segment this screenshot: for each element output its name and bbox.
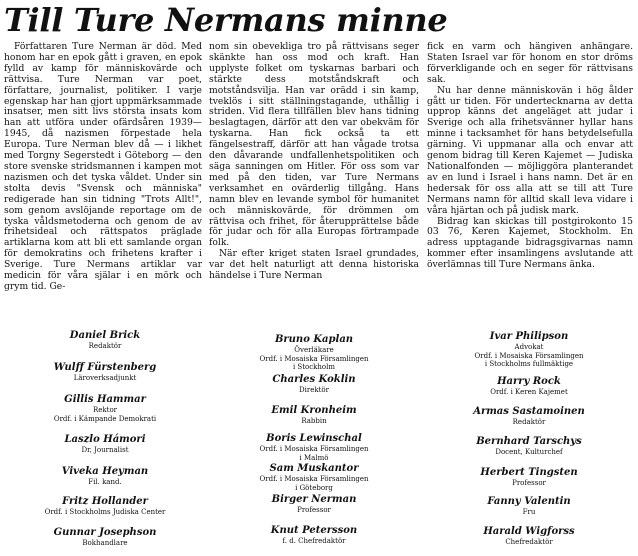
signatory	[0, 434, 210, 455]
signatory-title: Redaktör	[88, 342, 122, 350]
signatory-title: Professor	[297, 506, 331, 514]
signatory-title: Ordf. i Mosaiska Församlingen	[259, 475, 369, 483]
signatory-name: Wulff Fürstenberg	[53, 362, 157, 373]
signatory-title: i Stockholm	[292, 363, 336, 371]
article-column-3	[427, 42, 633, 271]
signatory-title: Ordf. i Mosaiska Församlingen	[474, 351, 584, 360]
article-title: Till Ture Nermans minne	[4, 1, 448, 39]
signatory-title: Bokhandlare	[82, 539, 128, 547]
signatory-name: Gunnar Josephson	[53, 527, 157, 538]
article-column-1	[4, 42, 202, 293]
signatory-name: Armas Sastamoinen	[473, 406, 585, 417]
signatory	[424, 467, 634, 488]
signatory	[209, 405, 419, 426]
signatory-title: Rektor	[92, 406, 118, 414]
signatory-title: Rabbin	[301, 417, 327, 425]
paragraph: nom sin obevekliga tro på rättvisans seger skänkte han oss mod och kraft. Han upplyste folket om tyskarnas barbari och stärkte dess motståndskraft och motståndsvilja. Han var orädd i sin kamp, tveklös i sitt ställningstagande, uthållig i striden. Vid flera tillfällen blev hans tidning beslagtagen, därför att den var obekväm för tyskarna. Han fick också ta ett fängelsestraff, därför att han vågade trotsa den dåvarande undfallenhetspolitiken och säga sanningen om Hitler. För oss som var med på den tiden, var Ture Nermans verksamhet en ovärderlig tillgång. Hans namn blev en levande symbol för humanitet och människovärde, för drömmen om rättvisa och frihet, för återupprättelse både för judar och för alla Europas förtrampade folk.	[209, 41, 419, 249]
signatory	[209, 463, 419, 492]
signatory	[424, 406, 634, 427]
signatory-title: Fru	[522, 508, 536, 516]
signatory-title: Överläkare	[294, 346, 334, 354]
signatory-name: Herbert Tingsten	[480, 467, 578, 478]
signatory-name: Fanny Valentin	[487, 496, 571, 507]
signatory-title: Ordf. i Mosaiska Församlingen	[259, 445, 369, 453]
paragraph: När efter kriget staten Israel grundades, var det helt naturligt att denna historiska händelse i Ture Nerman	[209, 248, 419, 282]
signatory-name: Birger Nerman	[271, 494, 357, 505]
signatory	[209, 525, 419, 546]
signatory-name: Harald Wigforss	[483, 526, 575, 537]
signatory-title: i Göteborg	[295, 483, 333, 492]
signatory-title: f. d. Chefredaktör	[282, 537, 346, 545]
signatory	[0, 394, 210, 423]
signatory-title: Läroverksadjunkt	[73, 374, 137, 382]
signatory	[209, 374, 419, 395]
paragraph: Bidrag kan skickas till postgirokonto 15 03 76, Keren Kajemet, Stockholm. En adress upptagande bidragsgivarnas namn kommer efter insamlingens avslutande att överlämnas till Ture Nermans änka.	[427, 215, 633, 271]
signatory-title: i Stockholms fullmäktige	[484, 360, 574, 368]
signatory-title: Redaktör	[512, 418, 546, 426]
signatory-name: Bernhard Tarschys	[476, 436, 582, 447]
signatory-name: Fritz Hollander	[62, 496, 148, 507]
signatory-name: Laszlo Hámori	[64, 434, 146, 445]
signatory	[0, 466, 210, 487]
signatory	[0, 496, 210, 517]
signatory-title: Direktör	[299, 386, 329, 394]
signatory-name: Daniel Brick	[69, 330, 141, 341]
signatory-name: Viveka Heyman	[61, 466, 149, 477]
signatory-title: Fil. kand.	[88, 478, 122, 486]
signatory-name: Ivar Philipson	[489, 331, 569, 342]
signatory	[0, 527, 210, 548]
signatory-title: i Malmö	[299, 453, 329, 462]
signatory-name: Knut Petersson	[270, 525, 358, 536]
signatory	[424, 526, 634, 547]
signatory	[424, 436, 634, 457]
paragraph: Nu har denne människovän i hög ålder gått ur tiden. För undertecknarna av detta upprop känns det angeläget att judar i Sverige och alla frihetsvänner hyllar hans minne i tacksamhet för hans betydelsefulla gärning. Vi uppmanar alla och envar att genom bidrag till Keren Kajemet — Judiska Nationalfonden — möjliggöra planterandet av en lund i Israel i hans namn. Det är en hedersak för oss alla att se till att Ture Nermans namn för alltid skall leva vidare i våra hjärtan och på judisk mark.	[427, 84, 633, 216]
signatory-title: Dr, Journalist	[81, 446, 129, 454]
signatory	[209, 494, 419, 515]
signatory-name: Boris Lewinschal	[266, 433, 362, 444]
signatory	[209, 334, 419, 372]
signatory-name: Harry Rock	[497, 376, 561, 387]
signatory	[0, 362, 210, 383]
signatory-title: Ordf. i Stockholms Judiska Center	[44, 508, 166, 516]
signatory-title: Advokat	[514, 343, 544, 351]
signatory-title: Docent, Kulturchef	[495, 448, 563, 456]
signatory-title: Ordf. i Mosaiska Församlingen	[259, 354, 369, 363]
paragraph: Författaren Ture Nerman är död. Med honom har en epok gått i graven, en epok fylld av kamp för människovärde och rättvisa. Ture Nerman var poet, författare, journalist, politiker. I varje egenskap har han gjort uppmärksammade insatser, men sitt livs största insats kom han att utföra under ofärdsåren 1939—1945, då nazismen förpestade hela Europa. Ture Nerman blev då — i likhet med Torgny Segerstedt i Göteborg — den store svenske stridsmannen i kampen mot nazismen och det tyska våldet. Under sin stolta devis "Svensk och människa" redigerade han sin tidning "Trots Allt!", som genom avslöjande reportage om de tyska våldsmetoderna och genom de av frihetsideal och rättspatos präglade artiklarna kom att bli ett samlande organ för demokratins och frihetens krafter i Sverige. Ture Nermans artiklar var medicin för våra själar i en mörk och grym tid. Ge-	[4, 41, 202, 292]
signatory-name: Emil Kronheim	[271, 405, 357, 416]
article-column-2	[209, 42, 419, 282]
signatory-title: Ordf. i Kämpande Demokrati	[53, 414, 157, 423]
signatory-name: Charles Koklin	[272, 374, 356, 385]
signatory	[424, 331, 634, 369]
signatory	[0, 330, 210, 351]
signatory-name: Bruno Kaplan	[274, 334, 354, 345]
signatory	[209, 433, 419, 462]
signatory-name: Sam Muskantor	[269, 463, 359, 474]
signatory-title: Ordf. i Keren Kajemet	[490, 388, 568, 396]
signatory	[424, 376, 634, 397]
paragraph: fick en varm och hängiven anhängare. Staten Israel var för honom en stor dröms förverkligande och en seger för rättvisans sak.	[427, 41, 633, 85]
signatory-name: Gillis Hammar	[64, 394, 146, 405]
signatory-title: Chefredaktör	[505, 538, 553, 546]
signatory-title: Professor	[512, 479, 546, 487]
signatory	[424, 496, 634, 517]
